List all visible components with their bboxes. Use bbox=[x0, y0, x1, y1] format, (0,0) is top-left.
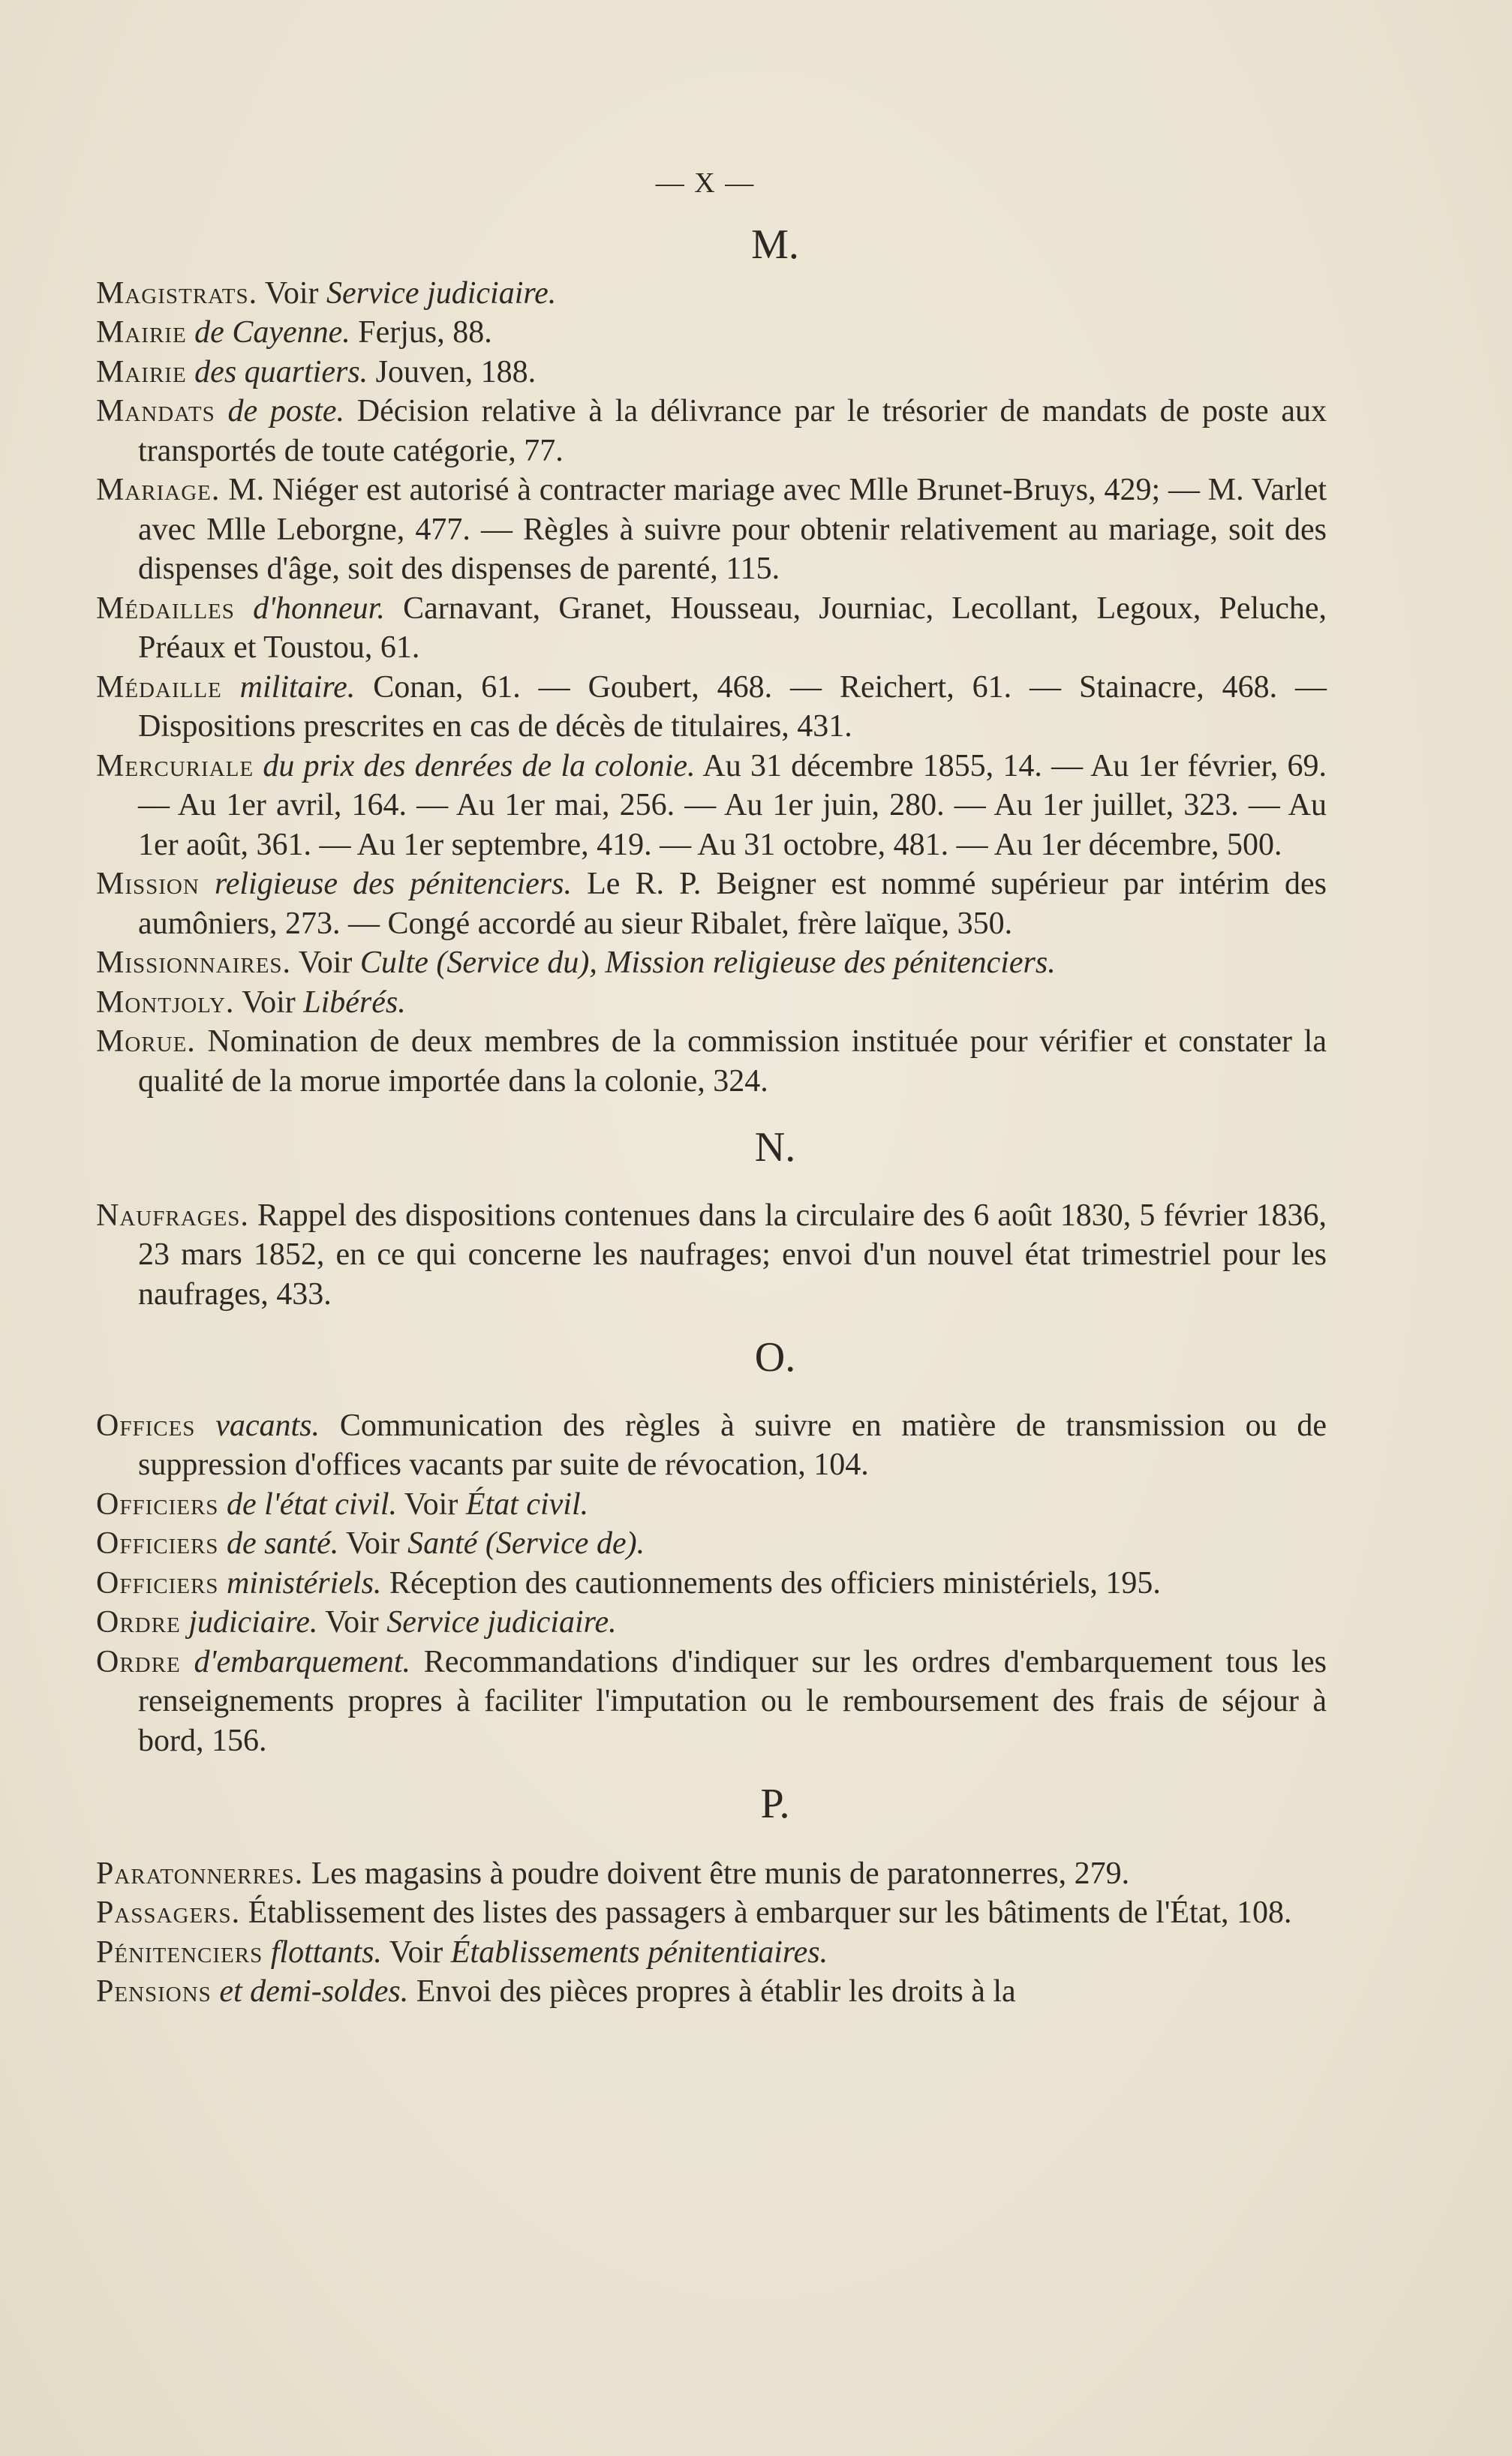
index-entry-naufrages: Naufrages. Rappel des dispositions contenues dans la circulaire des 6 août 1830, 5 février 1836, 23 mars 1852, en ce qui concerne les naufrages; envoi d'un nouvel état trimestriel pour les naufrages, 433. bbox=[96, 1198, 1327, 1312]
index-entry-mercuriale: Mercuriale du prix des denrées de la colonie. Au 31 décembre 1855, 14. — Au 1er février, 69. — Au 1er avril, 164. — Au 1er mai, 256. — Au 1er juin, 280. — Au 1er juillet, 323. — Au 1er août, 361. — Au 1er septembre, 419. — Au 31 octobre, 481. — Au 1er décembre, 500. bbox=[96, 748, 1327, 862]
index-entry-officiers-ministeriels: Officiers ministériels. Réception des cautionnements des officiers ministériels, 195. bbox=[96, 1565, 1161, 1601]
index-entry-penitenciers: Pénitenciers flottants. Voir Établissements pénitentiaires. bbox=[96, 1934, 828, 1970]
section-letter-m: M. bbox=[751, 221, 799, 268]
index-entry-pensions: Pensions et demi-soldes. Envoi des pièces propres à établir les droits à la bbox=[96, 1974, 1016, 2009]
index-entry-paratonnerres: Paratonnerres. Les magasins à poudre doivent être munis de paratonnerres, 279. bbox=[96, 1856, 1130, 1891]
index-entry-morue: Morue. Nomination de deux membres de la commission instituée pour vérifier et constater la qualité de la morue importée dans la colonie, 324. bbox=[96, 1024, 1327, 1099]
section-p-entries bbox=[96, 1854, 1327, 2012]
index-content bbox=[96, 221, 1327, 2012]
index-entry-passagers: Passagers. Établissement des listes des passagers à embarquer sur les bâtiments de l'État, 108. bbox=[96, 1895, 1292, 1930]
section-letter-n: N. bbox=[754, 1124, 796, 1171]
index-entry-medailles-honneur: Médailles d'honneur. Carnavant, Granet, Housseau, Journiac, Lecollant, Legoux, Peluche, Préaux et Toustou, 61. bbox=[96, 591, 1327, 665]
index-entry-offices-vacants: Offices vacants. Communication des règles à suivre en matière de transmission ou de suppression d'offices vacants par suite de révocation, 104. bbox=[96, 1408, 1327, 1482]
section-m-entries bbox=[96, 274, 1327, 1102]
index-entry-mairie-cayenne: Mairie de Cayenne. Ferjus, 88. bbox=[96, 315, 492, 350]
index-entry-magistrats: Magistrats. Voir Service judiciaire. bbox=[96, 275, 557, 311]
index-entry-mairie-quartiers: Mairie des quartiers. Jouven, 188. bbox=[96, 354, 537, 389]
page-number: — X — bbox=[655, 167, 756, 199]
section-letter-o: O. bbox=[754, 1334, 796, 1381]
index-entry-officiers-etat-civil: Officiers de l'état civil. Voir État civil. bbox=[96, 1487, 589, 1522]
index-entry-mission: Mission religieuse des pénitenciers. Le R. P. Beigner est nommé supérieur par intérim des aumôniers, 273. — Congé accordé au sieur Ribalet, frère laïque, 350. bbox=[96, 867, 1327, 941]
index-entry-medaille-militaire: Médaille militaire. Conan, 61. — Goubert, 468. — Reichert, 61. — Stainacre, 468. — Dispositions prescrites en cas de décès de titulaires, 431. bbox=[96, 669, 1327, 744]
index-entry-missionnaires: Missionnaires. Voir Culte (Service du), Mission religieuse des pénitenciers. bbox=[96, 945, 1056, 980]
index-entry-ordre-judiciaire: Ordre judiciaire. Voir Service judiciaire. bbox=[96, 1605, 617, 1640]
index-entry-ordre-embarquement: Ordre d'embarquement. Recommandations d'indiquer sur les ordres d'embarquement tous les renseignements propres à faciliter l'imputation ou le remboursement des frais de séjour à bord, 156. bbox=[96, 1644, 1327, 1758]
section-o-entries bbox=[96, 1406, 1327, 1761]
index-entry-officiers-sante: Officiers de santé. Voir Santé (Service de). bbox=[96, 1526, 645, 1561]
index-entry-montjoly: Montjoly. Voir Libérés. bbox=[96, 985, 406, 1020]
section-n-entries bbox=[96, 1196, 1327, 1315]
index-entry-mariage: Mariage. M. Niéger est autorisé à contracter mariage avec Mlle Brunet-Bruys, 429; — M. Varlet avec Mlle Leborgne, 477. — Règles à suivre pour obtenir relativement au mariage, soit des dispenses d'âge, soit des dispenses de parenté, 115. bbox=[96, 473, 1327, 586]
section-letter-p: P. bbox=[760, 1781, 790, 1827]
index-entry-mandats: Mandats de poste. Décision relative à la délivrance par le trésorier de mandats de poste aux transportés de toute catégorie, 77. bbox=[96, 394, 1327, 468]
